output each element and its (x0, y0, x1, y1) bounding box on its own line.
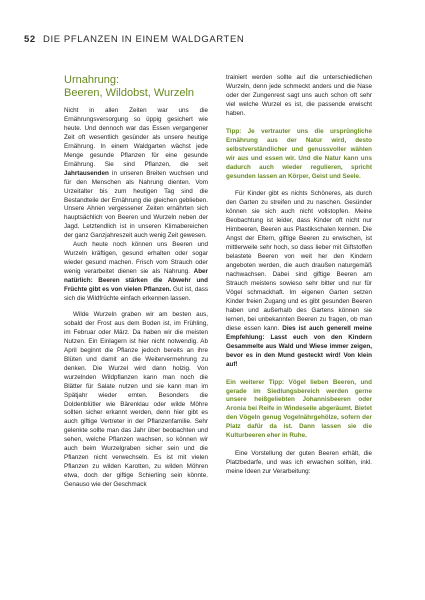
running-title: DIE PFLANZEN IN EINEM WALDGARTEN (43, 34, 245, 45)
paragraph (64, 241, 208, 304)
paragraph (226, 450, 372, 477)
text-run: Eine Vorstellung der guten Beeren erhält, die Platzbedarfe, und was ich erwachen sollten, inkl. meine Ideen zur Verarbeitung: (226, 450, 372, 476)
right-column (226, 74, 372, 477)
paragraph (226, 74, 372, 119)
paragraph (64, 107, 208, 241)
section-title (64, 74, 208, 100)
bold-text-run: Aber natürlich: Beeren stärken die Abwehr und Früchte gibt es von vielen Pflanzen. (64, 268, 208, 294)
page-number: 52 (24, 34, 36, 45)
text-run: Gut ist, dass sich die Wildfrüchte einfach erkennen lassen. (64, 286, 208, 303)
section-title-line-2: Beeren, Wildobst, Wurzeln (64, 87, 195, 99)
text-run: Nicht in allen Zeiten war uns die Ernährungsversorgung so üppig gesichert wie heute. Und dennoch war das Essen vergangener Zeit oft wesentlich gesünder als unsere heutige Ernährung. In einem Waldgarten wächst jede Menge gesunde Pflanzen für eine gesunde Ernährung. Sie sind Pflanzen, die seit (64, 107, 208, 168)
paragraph (64, 311, 208, 490)
left-column (64, 74, 208, 490)
text-run: Wilde Wurzeln graben wir am besten aus, sobald der Frost aus dem Boden ist, im Frühling, im Februar oder März. Da haben wir die meisten Nutzen. Ein Einlagern ist hier nicht notwendig. Ab April beginnt die Pflanze jedoch bereits an ihre Blüten und damit an die Weitervermehrung zu denken. Die Wurzel wird dann holzig. Von wurzelnden Wildpflanzen kann man noch die Blätter für Salate nutzen und sie kann man im Spätjahr wieder ernten. Besonders die Doldenblütler wie Bärenklau oder wilde Möhre sollten sicher erkannt werden, denn hier gibt es auch giftige Vertreter in der Pflanzenfamilie. Sehr gelenkte sollte man das Jahr über beobachten und sehen, welche Pflanzen wachsen, so können wir auch beim Wurzelgraben sicher sein und die Pflanzen nicht verwechseln. Es ist mit vielen Pflanzen zu wilden Karotten, zu wilden Möhren etwa, doch der giftige Schierling sein könnte. Genauso wie der Geschmack (64, 310, 208, 489)
section-title-line-1: Urnahrung: (64, 74, 120, 86)
text-run: in unseren Breiten wuchsen und für den Menschen als Nahrung dienten. Vom Urzeitalter bis zum heutigen Tag sind die Bestandteile der Ernährung die gleichen geblieben. Unsere Ahnen vergessener Zeiten ernährten sich hauptsächlich von Beeren und Wurzeln neben der Jagd. Letztendlich ist in unseren Klimabereichen der ganz Ganzjahreszeit auch wenig Zeit gewesen. (64, 169, 208, 240)
paragraph (226, 190, 372, 369)
bold-text-run: Dies ist auch generell meine Empfehlung: Lasst euch von den Kindern Gesammelte aus Wald und Wiese immer zeigen, bevor es in den Mund gesteckt wird! Von klein auf! (226, 324, 372, 368)
bold-text-run: Jahrtausenden (64, 169, 109, 177)
tip-box-2: Ein weiterer Tipp: Vögel lieben Beeren, und gerade im Siedlungsbereich werden gerne unsere heißgeliebten Johannisbeeren oder Aronia bei Reife in Windeseile abgeräumt. Bietet den Vögeln genug Vogelnährgehölze, sofern der Platz dafür da ist. Dann lassen sie die Kulturbeeren eher in Ruhe. (226, 378, 372, 440)
text-run: Für Kinder gibt es nichts Schöneres, als durch den Garten zu streifen und zu naschen. Gesünder können sie sich auch nicht vollstopfen. Meine Beobachtung ist leider, dass Kinder oft nicht nur Himbeeren, Beeren aus Plastikschalen kennen. Die Angst der Eltern, giftige Beeren zu erwischen, ist mittlerweile sehr hoch, so dass lieber mit Giftstoffen belastete Beeren von weit her den Kindern angeboten werden, die auch draußen naturgemäß nachwachsen. Dabei sind giftige Beeren am Strauch meistens sowieso sehr bitter und nur für Vögel schmackhaft. Im eigenen Garten setzen Kinder freien Zugang und es gibt gesunden Beeren haben und außerhalb des Gartens können sie lernen, bei unbekannten Beeren zu fragen, ob man diese essen kann. (226, 190, 372, 332)
text-run: trainiert werden sollte auf die unterschiedlichen Wurzeln, denn jede schmeckt anders und die Nase oder der Zungenrest sagt uns auch schon oft sehr viel welche Wurzel es ist, die passende erwischt haben. (226, 74, 372, 117)
tip-box-1: Tipp: Je vertrauter uns die ursprüngliche Ernährung aus der Natur wird, desto selbstverständlicher und genussvoller wählen wir aus und essen wir. Und die Natur kann uns dadurch auch wieder regulieren, spricht gesunden lassen an Körper, Geist und Seele. (226, 127, 372, 180)
text-run: Auch heute noch können uns Beeren und Wurzeln kräftigen, gesund erhalten oder sogar wieder gesund machen. Frisch vom Strauch oder wenig verarbeitet dienen sie als Nahrung. (64, 241, 208, 276)
page-header (24, 34, 244, 45)
